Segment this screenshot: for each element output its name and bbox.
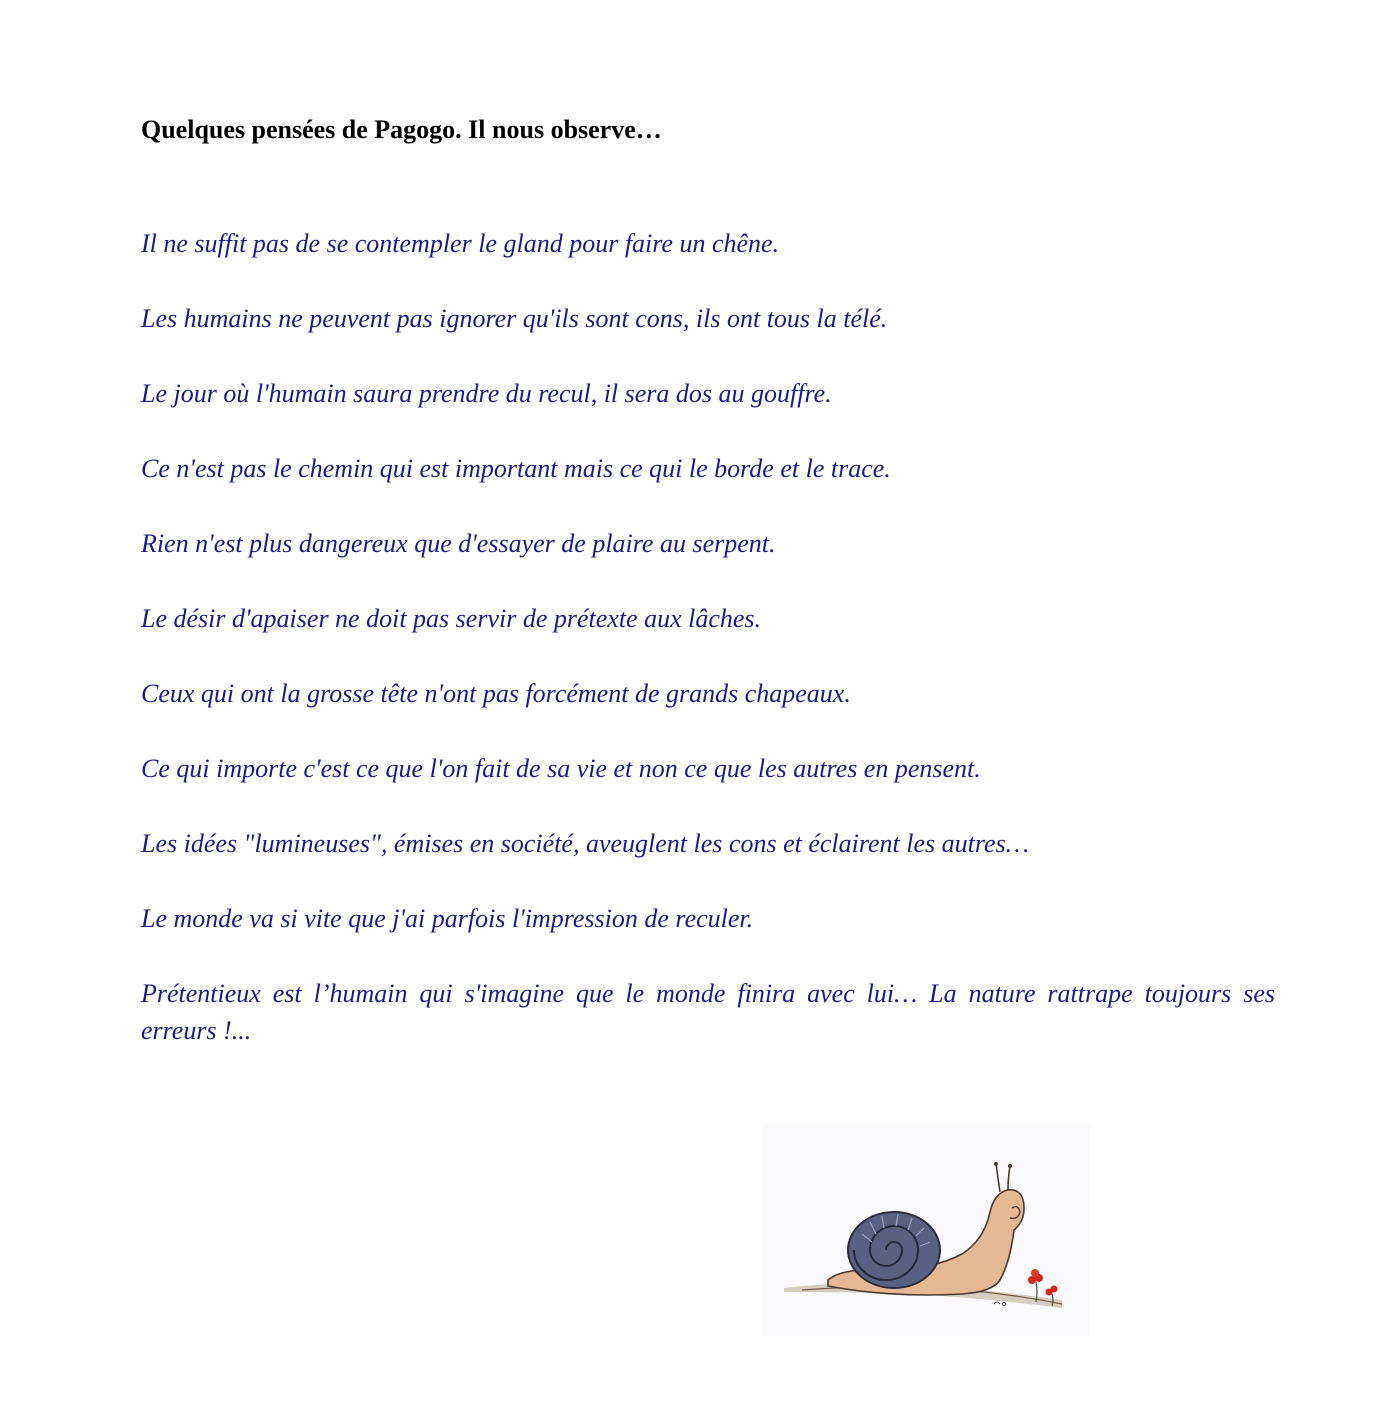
snail-shell [848,1212,940,1288]
quote-item: Il ne suffit pas de se contempler le gland pour faire un chêne. [141,229,780,258]
signature-mark [994,1302,1006,1306]
quote-item: Les humains ne peuvent pas ignorer qu'ils sont cons, ils ont tous la télé. [141,304,888,333]
quote-item: Le jour où l'humain saura prendre du recul, il sera dos au gouffre. [141,379,832,408]
quote-item: Ce n'est pas le chemin qui est important mais ce qui le borde et le trace. [141,454,891,483]
snail-illustration [762,1122,1090,1336]
quotes-list [141,225,1275,1087]
quote-item: Ceux qui ont la grosse tête n'ont pas forcément de grands chapeaux. [141,679,851,708]
quote-item: Le désir d'apaiser ne doit pas servir de prétexte aux lâches. [141,604,762,633]
quote-item: Le monde va si vite que j'ai parfois l'impression de reculer. [141,904,754,933]
snail-icon [762,1122,1090,1336]
tentacle-left [996,1164,1000,1192]
quote-item: Rien n'est plus dangereux que d'essayer de plaire au serpent. [141,529,776,558]
tentacle-tip-left [994,1162,998,1166]
quote-item: Prétentieux est l’humain qui s'imagine que le monde finira avec lui… La nature rattrape toujours ses erreurs !... [141,979,1275,1045]
page-title: Quelques pensées de Pagogo. Il nous observe… [141,115,662,144]
quote-item: Ce qui importe c'est ce que l'on fait de sa vie et non ce que les autres en pensent. [141,754,981,783]
tentacle-right [1008,1166,1010,1190]
quote-item: Les idées "lumineuses", émises en société, aveuglent les cons et éclairent les autres… [141,829,1029,858]
tentacle-tip-right [1008,1164,1012,1168]
